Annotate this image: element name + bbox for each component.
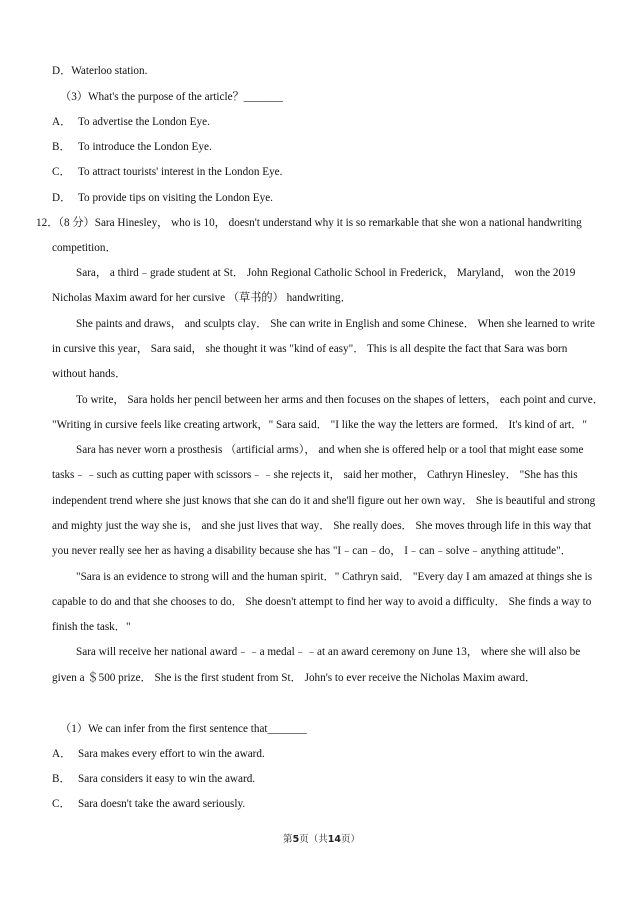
passage-line: in cursive this year， Sara said， she thought it was "kind of easy"． This is all despite the fact that Sara was born bbox=[52, 343, 568, 355]
passage-line: you never really see her as having a disability because she has "I﹣can﹣do， I﹣can﹣solve﹣anything attitude"． bbox=[52, 545, 572, 557]
passage-line: capable to do and that she chooses to do． She doesn't attempt to find her way to avoid a difficulty． She finds a way to bbox=[52, 596, 592, 608]
option-text: Sara makes every effort to win the award. bbox=[78, 748, 265, 760]
q12-sub1-option-b bbox=[52, 772, 255, 786]
option-letter: C． bbox=[52, 798, 71, 810]
passage-line: "Writing in cursive feels like creating artwork，" Sara said． "I like the way the letters are formed． It's kind of art．" bbox=[52, 419, 587, 431]
option-text: To advertise the London Eye. bbox=[78, 116, 210, 128]
passage-line: independent trend where she just knows that she can do it and she'll figure out her own way． She is beautiful and strong bbox=[52, 495, 596, 507]
option-letter: B． bbox=[52, 141, 71, 153]
passage-line: competition． bbox=[52, 242, 117, 254]
footer-page-number: 5 bbox=[292, 834, 300, 845]
q12-sub1-stem: （1）We can infer from the first sentence that_______ bbox=[60, 723, 307, 735]
footer-suffix: 页） bbox=[340, 834, 360, 845]
option-text: Sara considers it easy to win the award. bbox=[78, 773, 256, 785]
q11-sub3-option-d bbox=[52, 191, 273, 205]
option-letter: B． bbox=[52, 773, 71, 785]
q11-option-d-waterloo: D．Waterloo station. bbox=[52, 65, 148, 77]
passage-line: tasks﹣﹣such as cutting paper with scissors﹣﹣she rejects it， said her mother， Cathryn Hinesley． "She has this bbox=[52, 469, 578, 481]
passage-line: Sara， a third﹣grade student at St． John Regional Catholic School in Frederick， Maryland， won the 2019 bbox=[76, 267, 576, 279]
q11-sub3-option-a bbox=[52, 115, 210, 129]
option-text: To attract tourists' interest in the London Eye. bbox=[78, 166, 283, 178]
passage-line: given a ＄500 prize． She is the first student from St． John's to ever receive the Nicholas Maxim award． bbox=[52, 672, 537, 684]
footer-prefix: 第 bbox=[283, 834, 293, 845]
passage-line: Sara will receive her national award﹣﹣a medal﹣﹣at an award ceremony on June 13， where she will also be bbox=[76, 646, 581, 658]
option-letter: D． bbox=[52, 192, 72, 204]
passage-line: finish the task．" bbox=[52, 621, 131, 633]
option-letter: A． bbox=[52, 116, 72, 128]
option-letter: A． bbox=[52, 748, 72, 760]
q11-sub3-option-c bbox=[52, 165, 282, 179]
passage-line: Sara has never worn a prosthesis （artificial arms）， and when she is offered help or a tool that might ease some bbox=[76, 444, 584, 456]
option-text: Sara doesn't take the award seriously. bbox=[78, 798, 246, 810]
footer-mid: 页（共 bbox=[299, 834, 328, 845]
passage-line: and mighty just the way she is， and she just lives that way． She really does． She moves through life in this way that bbox=[52, 520, 592, 532]
option-text: To introduce the London Eye. bbox=[78, 141, 212, 153]
q12-header-line: 12．（8 分）Sara Hinesley， who is 10， doesn't understand why it is so remarkable that she won a national handwriting bbox=[36, 217, 582, 229]
q12-sub1-option-a bbox=[52, 747, 265, 761]
passage-line: without hands． bbox=[52, 368, 127, 380]
passage-line: "Sara is an evidence to strong will and the human spirit．" Cathryn said． "Every day I am amazed at things she is bbox=[76, 571, 593, 583]
q12-sub1-option-c bbox=[52, 797, 245, 811]
q11-sub3-stem: （3）What's the purpose of the article？_______ bbox=[60, 91, 283, 103]
footer-total-pages: 14 bbox=[327, 834, 341, 845]
passage-line: She paints and draws， and sculpts clay． She can write in English and some Chinese． When she learned to write bbox=[76, 318, 595, 330]
q11-sub3-option-b bbox=[52, 140, 212, 154]
page-footer bbox=[0, 831, 643, 845]
passage-line: To write， Sara holds her pencil between her arms and then focuses on the shapes of letters， each point and curve． bbox=[76, 394, 604, 406]
option-letter: C． bbox=[52, 166, 71, 178]
passage-line: Nicholas Maxim award for her cursive （草书的） handwriting． bbox=[52, 292, 352, 304]
option-text: To provide tips on visiting the London Eye. bbox=[78, 192, 273, 204]
